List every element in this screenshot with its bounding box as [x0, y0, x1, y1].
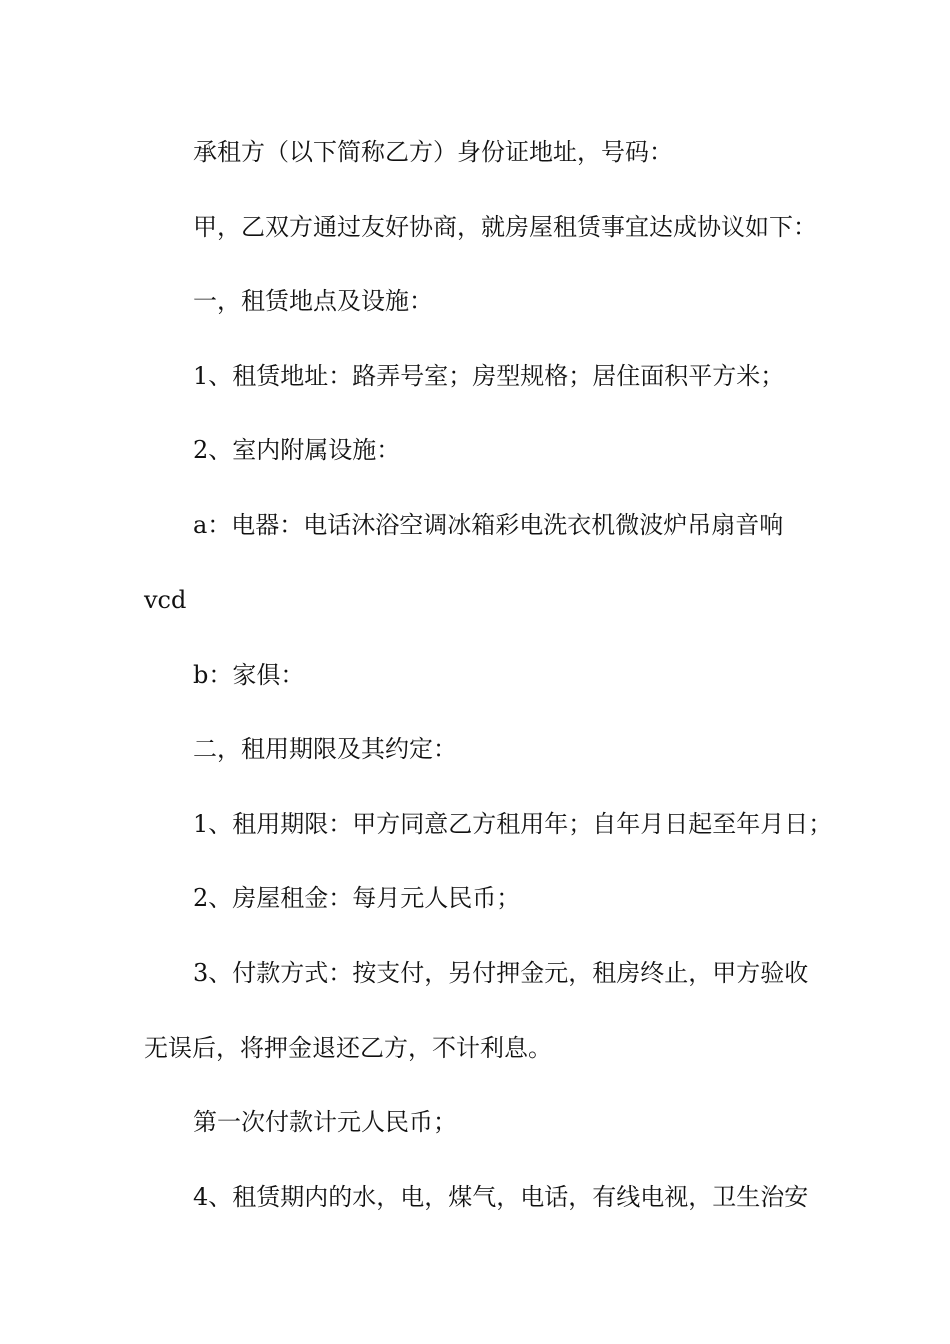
clause-rental-term: 1、租用期限：甲方同意乙方租用年；自年月日起至年月日； — [193, 810, 833, 838]
clause-utilities: 4、租赁期内的水，电，煤气，电话，有线电视，卫生治安 — [193, 1183, 809, 1211]
clause-first-payment: 第一次付款计元人民币； — [193, 1108, 457, 1136]
clause-payment-method-continued: 无误后，将押金退还乙方，不计利息。 — [144, 1034, 552, 1062]
paragraph-agreement-intro: 甲，乙双方通过友好协商，就房屋租赁事宜达成协议如下： — [193, 213, 817, 241]
clause-facilities: 2、室内附属设施： — [193, 436, 401, 464]
section-heading-location: 一，租赁地点及设施： — [193, 287, 433, 315]
clause-appliances: a：电器：电话沐浴空调冰箱彩电洗衣机微波炉吊扇音响 — [193, 511, 784, 539]
clause-furniture: b：家俱： — [193, 661, 305, 689]
clause-appliances-continued: vcd — [144, 586, 187, 614]
section-heading-term: 二，租用期限及其约定： — [193, 735, 457, 763]
paragraph-lessee-info: 承租方（以下简称乙方）身份证地址，号码： — [193, 138, 673, 166]
clause-payment-method: 3、付款方式：按支付，另付押金元，租房终止，甲方验收 — [193, 959, 809, 987]
clause-rent: 2、房屋租金：每月元人民币； — [193, 884, 521, 912]
clause-rental-address: 1、租赁地址：路弄号室；房型规格；居住面积平方米； — [193, 362, 785, 390]
